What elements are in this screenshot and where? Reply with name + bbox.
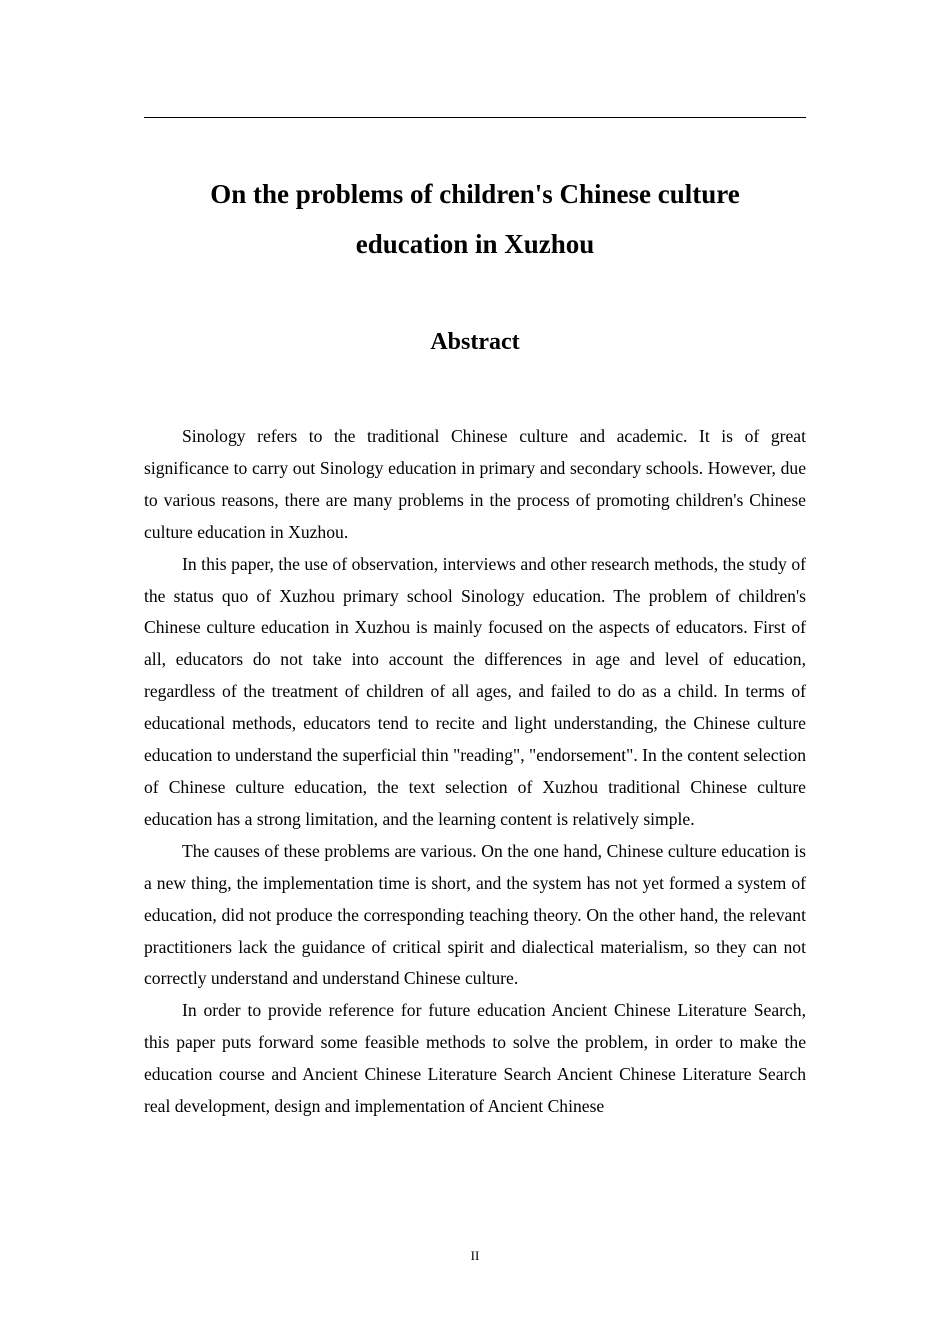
abstract-paragraph-3: The causes of these problems are various. On the one hand, Chinese culture education is a new thing, the implementation time is short, and the system has not yet formed a system of education, did not produce the corresponding teaching theory. On the other hand, the relevant practitioners lack the guidance of critical spirit and dialectical materialism, so they can not correctly understand and understand Chinese culture. [144, 840, 806, 989]
abstract-paragraph-4: In order to provide reference for future education Ancient Chinese Literature Search, this paper puts forward some feasible methods to solve the problem, in order to make the education course and Ancient Chinese Literature Search Ancient Chinese Literature Search real development, design and implementation of Ancient Chinese [144, 1000, 806, 1117]
paper-title [144, 169, 806, 269]
title-line-2: education in Xuzhou [355, 229, 595, 259]
page-number: II [470, 1248, 480, 1263]
abstract-paragraph-2: In this paper, the use of observation, interviews and other research methods, the study of the status quo of Xuzhou primary school Sinology education. The problem of children's Chinese culture education in Xuzhou is mainly focused on the aspects of educators. First of all, educators do not take into account the differences in age and level of education, regardless of the treatment of children of all ages, and failed to do as a child. In terms of educational methods, educators tend to recite and light understanding, the Chinese culture education to understand the superficial thin "reading", "endorsement". In the content selection of Chinese culture education, the text selection of Xuzhou traditional Chinese culture education has a strong limitation, and the learning content is relatively simple. [144, 553, 806, 829]
abstract-body [144, 421, 806, 1123]
abstract-paragraph-1: Sinology refers to the traditional Chinese culture and academic. It is of great significance to carry out Sinology education in primary and secondary schools. However, due to various reasons, there are many problems in the process of promoting children's Chinese culture education in Xuzhou. [144, 426, 806, 542]
header-rule [144, 117, 806, 118]
abstract-heading: Abstract [430, 329, 520, 355]
title-line-1: On the problems of children's Chinese culture [210, 179, 740, 209]
